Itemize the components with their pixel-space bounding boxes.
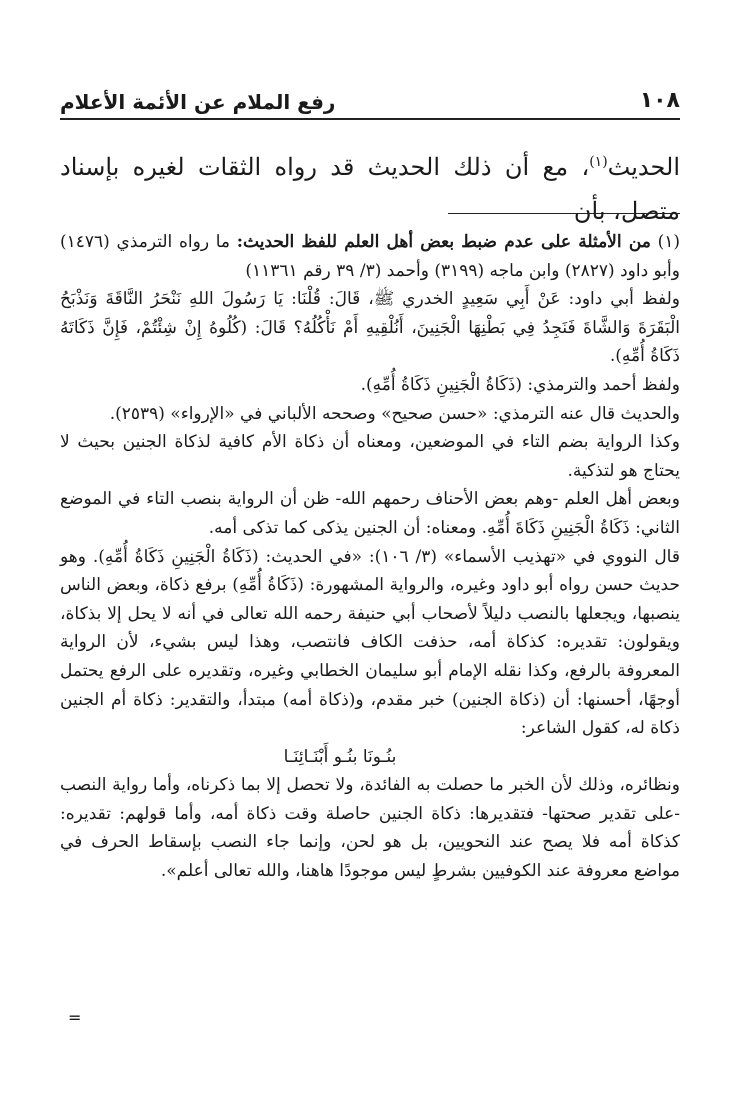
continuation-mark: = xyxy=(68,1008,82,1027)
footnote-paragraph: ولفظ أحمد والترمذي: (ذَكَاةُ الْجَنِينِ ذَكَاةُ أُمِّهِ). xyxy=(360,374,680,395)
footnote-heading: من الأمثلة على عدم ضبط بعض أهل العلم للفظ الحديث: xyxy=(236,232,651,252)
footnote-intro xyxy=(60,228,680,285)
footnote-paragraph: وبعض أهل العلم -وهم بعض الأحناف رحمهم الله- ظن أن الرواية بنصب التاء في الموضع الثاني: ذَكَاةُ الْجَنِينِ ذَكَاةَ أُمِّهِ. ومعناه: أن الجنين يذكى كما تذكى أمه. xyxy=(60,489,680,538)
footnote-paragraph: وكذا الرواية بضم التاء في الموضعين، ومعناه أن ذكاة الأم كافية لذكاة الجنين بحيث لا يحتاج هو لتذكية. xyxy=(60,432,680,481)
page-header xyxy=(60,88,680,120)
footnote-marker[interactable]: (١) xyxy=(589,154,608,170)
page-number: ١٠٨ xyxy=(639,88,680,113)
footnote-divider xyxy=(448,213,680,214)
footnote-number: (١) xyxy=(657,232,681,252)
footnote-paragraph: قال النووي في «تهذيب الأسماء» (٣/ ١٠٦): «في الحديث: (ذَكَاةُ الْجَنِينِ ذَكَاةُ أُمِّهِ). وهو حديث حسن رواه أبو داود وغيره، والرواية المشهورة: (ذَكَاةُ أُمِّهِ) برفع ذكاة، وبعض الناس ينصبها، ويجعلها بالنصب دليلاً لأصحاب أبي حنيفة رحمه الله تعالى في أنه لا يحل إلا بذكاة، ويقولون: تقديره: كذكاة أمه، حذفت الكاف فانتصب، وهذا ليس بشيء، لأن الرواية المعروفة بالرفع، وكذا نقله الإمام أبو سليمان الخطابي وغيره، وتقديره على الرفع يحتمل أوجهًا، أحسنها: أن (ذكاة الجنين) خبر مقدم، و(ذكاة أمه) مبتدأ، والتقدير: ذكاة أم الجنين ذكاة له، كقول الشاعر: xyxy=(60,546,680,739)
poetry-verse: بنُـونَا بنُـو أَبْنَـائِنَـا xyxy=(283,746,397,767)
main-text-rest: ، مع أن ذلك الحديث قد رواه الثقات لغيره بإسناد متصل، بأن xyxy=(60,153,680,225)
main-text xyxy=(60,140,680,233)
running-title: رفع الملام عن الأئمة الأعلام xyxy=(60,90,336,114)
footnote-paragraph: والحديث قال عنه الترمذي: «حسن صحيح» وصححه الألباني في «الإرواء» (٢٥٣٩). xyxy=(109,403,680,424)
main-text-start: الحديث xyxy=(607,153,680,181)
footnote-paragraph: ونظائره، وذلك لأن الخبر ما حصلت به الفائدة، ولا تحصل إلا بما ذكرناه، وأما رواية النصب -على تقدير صحتها- فتقديرها: ذكاة الجنين حاصلة وقت ذكاة أمه، وأما قولهم: تقديره: كذكاة أمه فلا يصح عند النحويين، بل هو لحن، وإنما جاء النصب بإسقاط الحرف في مواضع معروفة عند الكوفيين بشرطٍ ليس موجودًا هاهنا، والله تعالى أعلم». xyxy=(60,775,680,882)
footnote-block xyxy=(60,228,680,886)
footnote-paragraph: ولفظ أبي داود: عَنْ أَبِي سَعِيدٍ الخدري ﷺ، قَالَ: قُلْنَا: يَا رَسُولَ اللهِ نَنْحَرُ النَّاقَةَ وَنَذْبَحُ الْبَقَرَةَ وَالشَّاةَ فَنَجِدُ فِي بَطْنِهَا الْجَنِينَ، أَنُلْقِيهِ أَمْ نَأْكُلُهُ؟ قَالَ: (كُلُوهُ إِنْ شِئْتُمْ، فَإِنَّ ذَكَاتَهُ ذَكَاةُ أُمِّهِ). xyxy=(60,289,680,367)
footnote-intro-text: ما رواه الترمذي (١٤٧٦) وأبو داود (٢٨٢٧) وابن ماجه (٣١٩٩) وأحمد (٣/ ٣٩ رقم ١١٣٦١) xyxy=(60,232,680,281)
